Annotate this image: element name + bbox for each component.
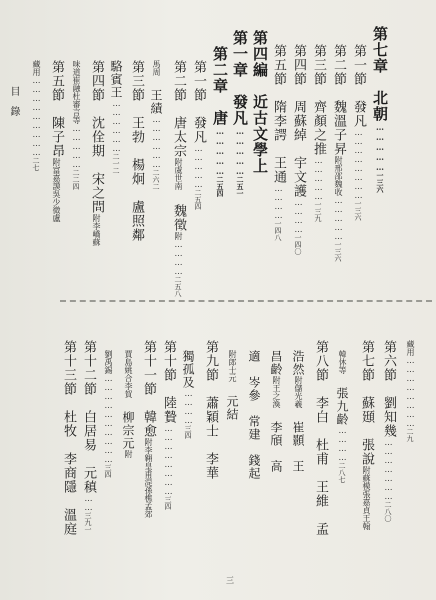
top-entry-16 (50, 60, 63, 222)
entry-text: 駱賓王 (109, 60, 123, 99)
annotation-text: 附富嘉謨吳少微盧 (52, 158, 61, 222)
entry-text: 第二節 魏溫子昇 (331, 44, 346, 156)
top-entry-4 (292, 44, 305, 255)
annotation-text: 味道崔融杜審言等 (72, 60, 81, 124)
top-entry-7 (232, 30, 247, 197)
leader-dots: …………… (334, 196, 343, 241)
entry-text: 第五節 陳子昂 (49, 60, 64, 158)
leader-dots: …………… (375, 122, 385, 172)
leader-dots: …………………… (406, 356, 415, 428)
annotation-text: 附邢邵魏收 (334, 156, 343, 196)
page-ref: 一三九 (314, 201, 322, 222)
page-ref: 二五一 (236, 176, 245, 197)
bottom-entry-12 (142, 340, 155, 518)
top-entry-17 (30, 60, 42, 171)
page-ref: 三四 (164, 496, 172, 510)
bottom-entry-13 (122, 350, 134, 458)
entry-text: 第三節 王勃 楊炯 盧照鄰 (129, 60, 144, 242)
bottom-entry-3 (336, 350, 348, 483)
entry-text: 第十三節 杜牧 李商隱 溫庭 (61, 340, 76, 536)
page-ref: 一四〇 (294, 234, 302, 255)
bottom-entry-11 (162, 340, 175, 510)
page-ref: 二八七 (338, 462, 346, 483)
page-ref: 二六二 (152, 169, 160, 190)
leader-dots: …………… (194, 144, 203, 189)
leader-dots: ……………… (112, 99, 121, 153)
entry-text: 第五節 隋李諤 王通 (271, 44, 286, 184)
bottom-entry-16 (62, 340, 75, 536)
page-ref: 三四 (184, 425, 192, 439)
top-entry-1 (352, 44, 365, 221)
entry-text: 第七節 蘇頲 張說 (359, 340, 374, 466)
page-ref: 二九 (406, 428, 414, 442)
entry-text: 第九節 蕭穎士 李華 (203, 340, 218, 480)
entry-text: 第一節 發凡 (191, 60, 206, 144)
entry-text: 獨孤及 (181, 350, 195, 389)
entry-text: 李頎 高 (269, 408, 283, 473)
top-entry-13 (110, 60, 122, 174)
page-ref: 一三六 (376, 172, 385, 193)
entry-text: 第八節 李白 杜甫 王維 孟 (313, 340, 328, 536)
entry-text: 浩然 (291, 350, 305, 376)
top-entry-12 (130, 60, 143, 242)
bottom-entry-14 (102, 350, 114, 478)
top-entry-9 (192, 60, 205, 210)
entry-text: 第四節 周蘇綽 宇文護 (291, 44, 306, 198)
bottom-entry-1 (382, 340, 395, 522)
entry-text: 第一章 發凡 (231, 30, 249, 126)
annotation-text: 附王之渙 (272, 376, 281, 408)
entry-text: 第二節 唐太宗 (171, 60, 186, 158)
annotation-text: 附李嶠蘇 (92, 214, 101, 246)
page-ref: 二五四 (216, 176, 225, 197)
entry-text: 第十一節 韓愈 (141, 340, 156, 438)
bottom-entry-0 (404, 340, 416, 442)
page-ref: 一三六 (334, 241, 342, 262)
leader-dots: ………… (184, 389, 193, 425)
page-number: 三 (226, 576, 234, 585)
leader-dots: …………………… (164, 424, 173, 496)
page-ref: 一四八 (274, 220, 282, 241)
bottom-entry-9 (204, 340, 217, 480)
entry-text: 第四編 近古文學上 (251, 30, 269, 174)
entry-text: 第一節 發凡 (351, 44, 366, 128)
leader-dots: …… (84, 494, 93, 512)
leader-dots: ………… (294, 198, 303, 234)
top-entry-5 (272, 44, 285, 241)
annotation-text: 藏用 (406, 340, 415, 356)
leader-dots: ……………………… (32, 76, 41, 157)
entry-text: 第七章 北朝 (371, 26, 389, 122)
top-entry-6 (252, 30, 267, 174)
running-header-mulu: 目 錄 (8, 86, 19, 116)
page-ref: 二八〇 (384, 501, 392, 522)
entry-text: 崔顥 王 (291, 408, 305, 473)
annotation-text: 附蘇模張嘉貞王翰 (362, 466, 371, 530)
annotation-text: 馬周 (152, 60, 161, 76)
bottom-entry-5 (292, 350, 304, 473)
page-ref: 二五四 (194, 189, 202, 210)
leader-dots: …………………… (354, 128, 363, 200)
leader-dots: ………………………… (104, 374, 113, 464)
top-entry-11 (150, 60, 162, 190)
entry-text: 張九齡 (335, 374, 349, 426)
top-entry-14 (90, 60, 103, 246)
entry-text: 第十節 陸贄 (161, 340, 176, 424)
top-entry-8 (212, 46, 227, 197)
annotation-text: 附 (124, 450, 133, 458)
page-ref: 二二四 (72, 169, 80, 190)
entry-text: 魏徵 (171, 190, 186, 232)
bottom-entry-15 (82, 340, 95, 533)
annotation-text: 藏用 (32, 60, 41, 76)
leader-dots: ………… (274, 184, 283, 220)
annotation-text: 劉禹錫 (104, 350, 113, 374)
annotation-text: 附李翱皇甫湜孫樵孟郊 (144, 438, 153, 518)
entry-text: 元結 (225, 382, 239, 421)
top-entry-2 (332, 44, 345, 262)
entry-text: 柳宗元 (121, 398, 135, 450)
bottom-entry-6 (270, 350, 282, 473)
bottom-entry-7 (248, 350, 260, 480)
leader-dots: ………… (338, 426, 347, 462)
page-ref: 二五八 (174, 276, 182, 297)
bottom-entry-8 (226, 350, 238, 421)
top-entry-10 (172, 60, 185, 297)
annotation-text: 附虞世南 (174, 158, 183, 190)
entry-text: 第十二節 白居易 元稹 (81, 340, 96, 494)
entry-text: 第四節 沈佺期 宋之問 (89, 60, 104, 214)
entry-text: 王績 (149, 76, 163, 115)
page-ref: 一三六 (354, 200, 362, 221)
leader-dots: …………… (215, 126, 225, 176)
annotation-text: 附郎士元 (228, 350, 237, 382)
bottom-entry-2 (360, 340, 373, 530)
leader-dots: …………… (235, 126, 245, 176)
annotation-text: 附儲光羲 (294, 376, 303, 408)
entry-text: 適 岑參 常建 錢起 (247, 350, 261, 480)
page-ref: 三九一 (84, 512, 92, 533)
annotation-text: 附 (174, 232, 183, 240)
top-entry-15 (70, 60, 82, 190)
annotation-text: 賈島姚合李賀 (124, 350, 133, 398)
bottom-entry-10 (182, 350, 194, 439)
entry-text: 第二章 唐 (211, 46, 229, 126)
annotation-text: 韓休等 (338, 350, 347, 374)
top-entry-0 (372, 26, 387, 193)
page-ref: 三四 (104, 464, 112, 478)
entry-text: 第六節 劉知幾 (381, 340, 396, 438)
top-entry-3 (312, 44, 325, 222)
bottom-entry-4 (314, 340, 327, 536)
leader-dots: ………………… (384, 438, 393, 501)
leader-dots: ………… (174, 240, 183, 276)
leader-dots: ……………… (152, 115, 161, 169)
entry-text: 昌齡 (269, 350, 283, 376)
half-divider (60, 300, 432, 302)
page-ref: 二一二 (112, 153, 120, 174)
leader-dots: …………… (314, 156, 323, 201)
page-ref: 二七 (32, 157, 40, 171)
leader-dots: …………… (72, 124, 81, 169)
entry-text: 第三節 齊顏之推 (311, 44, 326, 156)
